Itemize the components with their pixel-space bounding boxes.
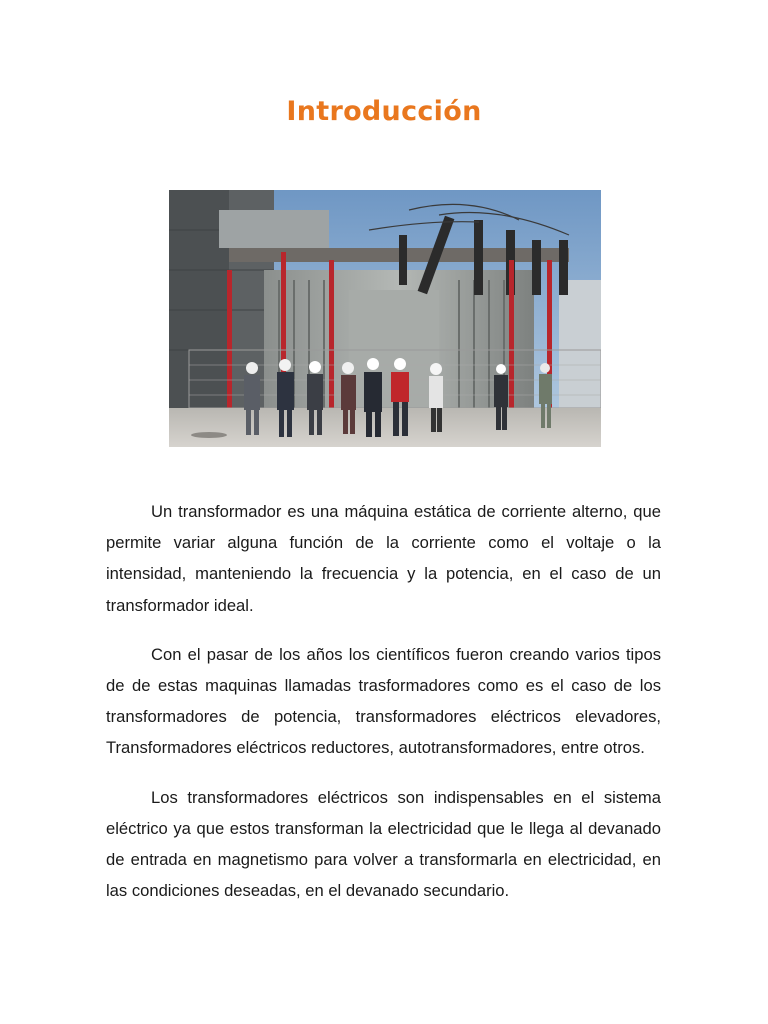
paragraph-2: Con el pasar de los años los científicos fueron creando varios tipos de de estas maquinas llamadas trasformadores como es el caso de los transformadores de potencia, transformadores eléctricos elevadores, Transformadores eléctricos reductores, autotransformadores, entre otros. xyxy=(106,644,661,758)
transformer-photo xyxy=(169,190,601,447)
page-title: Introducción xyxy=(286,96,482,127)
paragraph-1: Un transformador es una máquina estática de corriente alterno, que permite variar alguna función de la corriente como el voltaje o la intensidad, manteniendo la frecuencia y la potencia, en el caso de un transformador ideal. xyxy=(106,502,661,615)
paragraph-3: Los transformadores eléctricos son indispensables en el sistema eléctrico ya que estos transforman la electricidad que le llega al devanado de entrada en magnetismo para volver a transformarla en electricidad, en las condiciones deseadas, en el devanado secundario. xyxy=(106,787,661,901)
body-text xyxy=(106,496,661,924)
